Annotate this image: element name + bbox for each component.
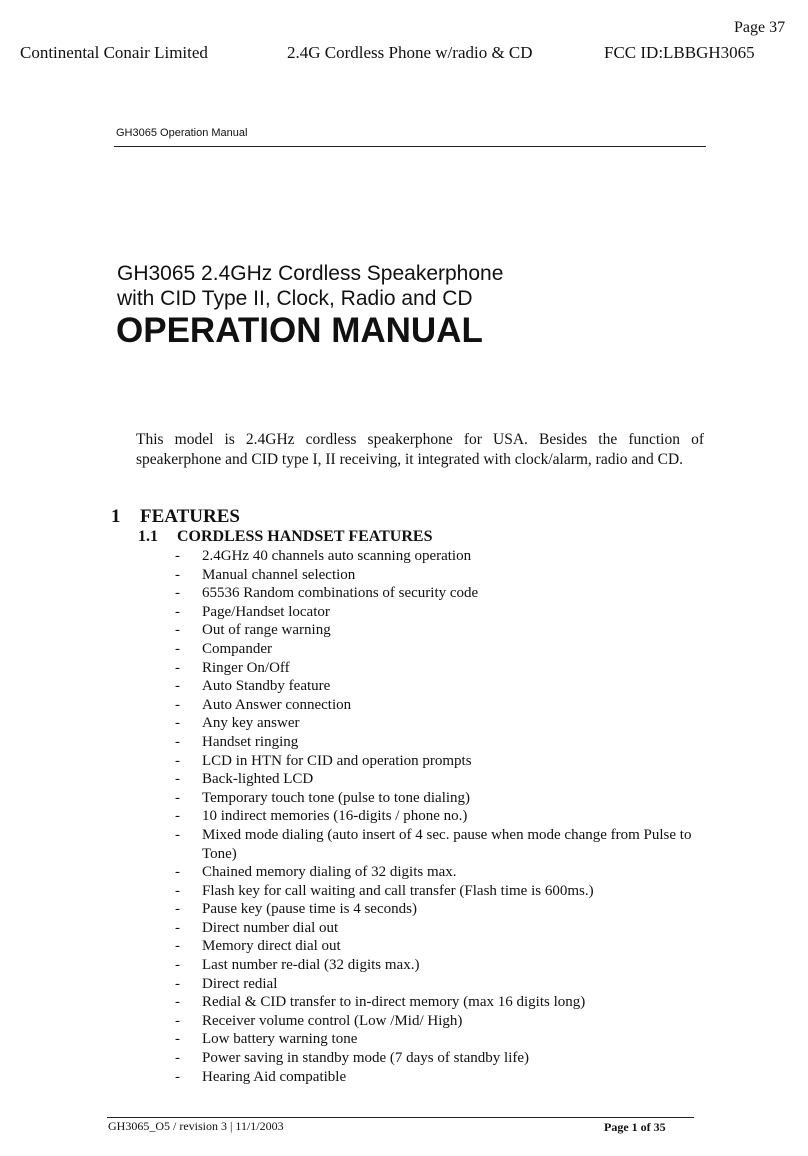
bullet-dash: - [175,1050,180,1067]
feature-list [175,547,715,1086]
feature-list-item [175,547,715,566]
bullet-dash: - [175,957,180,974]
header-divider [114,146,706,147]
feature-text: Out of range warning [202,622,331,639]
feature-list-item [175,696,715,715]
feature-list-item [175,1012,715,1031]
feature-list-item [175,1068,715,1087]
feature-list-item [175,714,715,733]
bullet-dash: - [175,826,180,843]
header-fcc-id: FCC ID:LBBGH3065 [604,43,755,62]
feature-list-item [175,807,715,826]
bullet-dash: - [175,901,180,918]
feature-text: Handset ringing [202,733,299,750]
bullet-dash: - [175,882,180,899]
feature-list-item [175,919,715,938]
intro-paragraph: This model is 2.4GHz cordless speakerphone for USA. Besides the function of speakerphone and CID type I, II receiving, it integrated with clock/alarm, radio and CD. [136,431,704,468]
bullet-dash: - [175,622,180,639]
bullet-dash: - [175,585,180,602]
feature-list-item [175,659,715,678]
feature-text: Low battery warning tone [202,1031,358,1048]
bullet-dash: - [175,715,180,732]
bullet-dash: - [175,603,180,620]
feature-text: Chained memory dialing of 32 digits max. [202,864,457,881]
bullet-dash: - [175,566,180,583]
feature-list-item [175,752,715,771]
bullet-dash: - [175,1012,180,1029]
feature-list-item [175,770,715,789]
bullet-dash: - [175,938,180,955]
feature-list-item [175,584,715,603]
feature-list-item [175,900,715,919]
feature-text: Back-lighted LCD [202,771,314,788]
page-number: Page 37 [734,19,786,36]
feature-list-item [175,937,715,956]
feature-list-item [175,993,715,1012]
feature-list-item [175,621,715,640]
footer-revision: GH3065_O5 / revision 3 | 11/1/2003 [108,1119,284,1133]
feature-list-item [175,733,715,752]
feature-text: Flash key for call waiting and call transfer (Flash time is 600ms.) [202,882,594,899]
bullet-dash: - [175,696,180,713]
bullet-dash: - [175,994,180,1011]
feature-list-item [175,677,715,696]
feature-list-item [175,863,715,882]
feature-text: Mixed mode dialing (auto insert of 4 sec. pause when mode change from Pulse to Tone) [202,826,692,862]
feature-text: Memory direct dial out [202,938,341,955]
section-title: FEATURES [140,506,240,527]
feature-text: Page/Handset locator [202,603,330,620]
bullet-dash: - [175,640,180,657]
feature-text: 10 indirect memories (16-digits / phone no.) [202,808,468,825]
feature-text: Auto Answer connection [202,696,352,713]
feature-text: 2.4GHz 40 channels auto scanning operation [202,548,472,564]
feature-list-item [175,566,715,585]
feature-text: 65536 Random combinations of security code [202,585,479,602]
feature-text: Power saving in standby mode (7 days of standby life) [202,1050,530,1067]
feature-list-item [175,603,715,622]
bullet-dash: - [175,808,180,825]
feature-list-item [175,1049,715,1068]
section-number: 1 [111,506,121,527]
bullet-dash: - [175,678,180,695]
subsection-number: 1.1 [138,528,158,545]
feature-text: Manual channel selection [202,566,356,583]
subsection-title: CORDLESS HANDSET FEATURES [177,528,433,545]
feature-text: Hearing Aid compatible [202,1068,347,1085]
bullet-dash: - [175,919,180,936]
feature-text: Last number re-dial (32 digits max.) [202,957,420,974]
bullet-dash: - [175,789,180,806]
bullet-dash: - [175,864,180,881]
bullet-dash: - [175,1031,180,1048]
bullet-dash: - [175,771,180,788]
header-product: 2.4G Cordless Phone w/radio & CD [287,43,533,62]
feature-text: Direct redial [202,975,278,992]
bullet-dash: - [175,1068,180,1085]
feature-list-item [175,640,715,659]
feature-text: Any key answer [202,715,300,732]
manual-header-label: GH3065 Operation Manual [116,127,248,139]
feature-list-item [175,956,715,975]
bullet-dash: - [175,752,180,769]
bullet-dash: - [175,659,180,676]
feature-text: Compander [202,640,272,657]
bullet-dash: - [175,975,180,992]
feature-text: Ringer On/Off [202,659,290,676]
feature-text: Redial & CID transfer to in-direct memory (max 16 digits long) [202,994,586,1011]
feature-text: Direct number dial out [202,919,339,936]
feature-text: LCD in HTN for CID and operation prompts [202,752,472,769]
feature-text: Auto Standby feature [202,678,331,695]
feature-text: Receiver volume control (Low /Mid/ High) [202,1012,463,1029]
bullet-dash: - [175,733,180,750]
feature-list-item [175,789,715,808]
feature-list-item [175,975,715,994]
footer-divider [107,1117,694,1118]
footer-page-count: Page 1 of 35 [604,1120,666,1134]
title-line-2: with CID Type II, Clock, Radio and CD [117,287,473,310]
document-title: OPERATION MANUAL [116,311,483,350]
feature-text: Pause key (pause time is 4 seconds) [202,901,417,918]
title-line-1: GH3065 2.4GHz Cordless Speakerphone [117,262,504,285]
feature-list-item [175,882,715,901]
bullet-dash: - [175,548,180,564]
header-company: Continental Conair Limited [20,43,208,62]
feature-text: Temporary touch tone (pulse to tone dialing) [202,789,471,806]
feature-list-item [175,826,715,863]
feature-list-item [175,1030,715,1049]
